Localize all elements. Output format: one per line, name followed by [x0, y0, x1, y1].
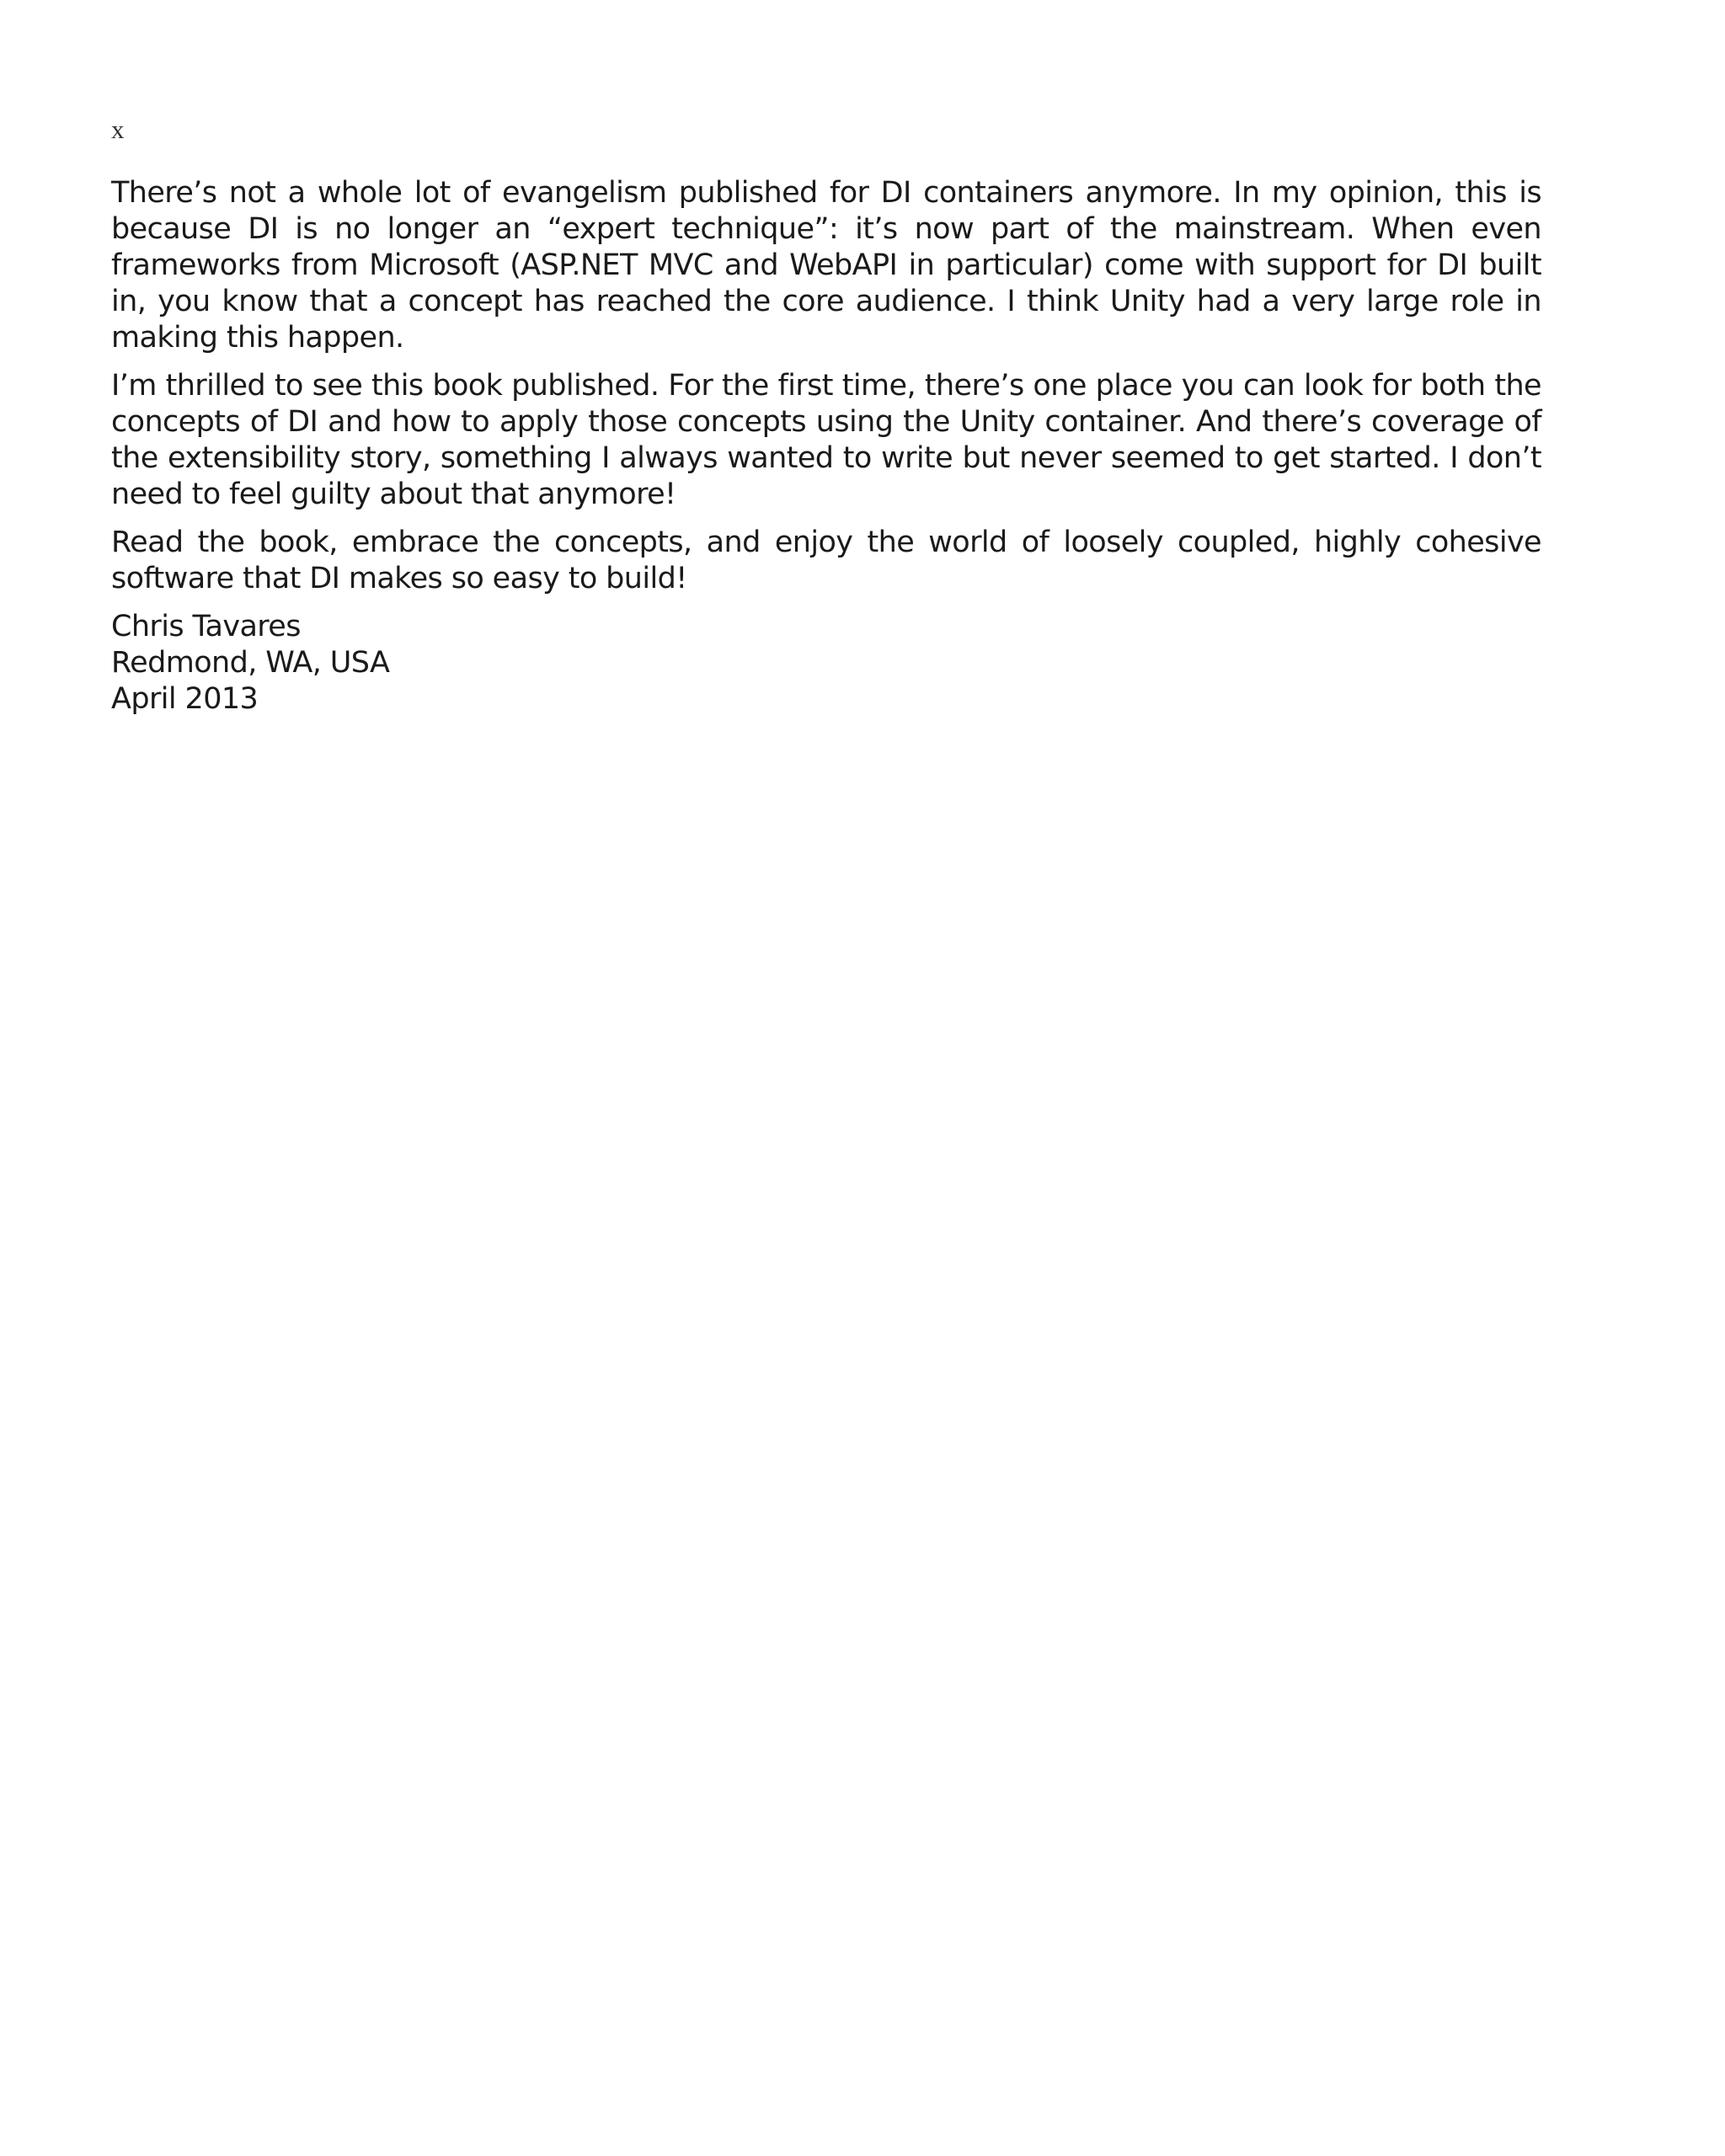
book-page: [111, 0, 1541, 2156]
foreword-body: [111, 175, 1541, 718]
paragraph-read-the-book: Read the book, embrace the concepts, and enjoy the world of loosely coupled, highly cohesive software that DI makes so easy to build!: [111, 526, 1541, 595]
signature-location: Redmond, WA, USA: [111, 646, 390, 680]
paragraph-di-mainstream: There’s not a whole lot of evangelism published for DI containers anymore. In my opinion, this is because DI is no longer an “expert technique”: it’s now part of the mainstream. When even frameworks from Microsoft (ASP.NET MVC and WebAPI in particular) come with support for DI built in, you know that a concept has reached the core audience. I think Unity had a very large role in making this happen.: [111, 176, 1541, 355]
signature-block: [111, 609, 1541, 718]
signature-date: April 2013: [111, 682, 259, 716]
signature-name: Chris Tavares: [111, 610, 301, 643]
paragraph-book-published: I’m thrilled to see this book published. For the first time, there’s one place you can look for both the concepts of DI and how to apply those concepts using the Unity container. And there’s coverage of the extensibility story, something I always wanted to write but never seemed to get started. I don’t need to feel guilty about that anymore!: [111, 369, 1541, 511]
page-number: x: [111, 115, 125, 144]
